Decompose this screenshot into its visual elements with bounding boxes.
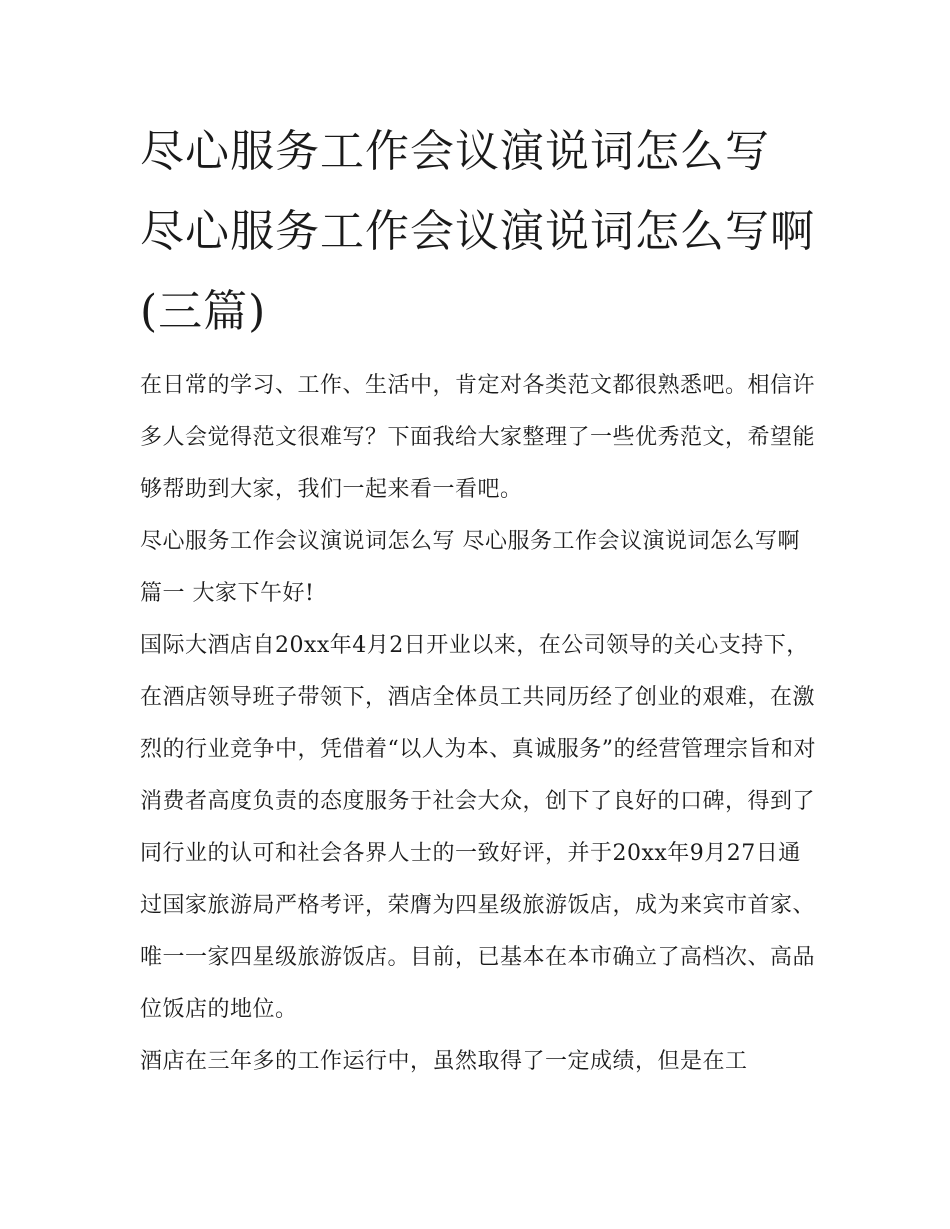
intro-paragraph: 在日常的学习、工作、生活中，肯定对各类范文都很熟悉吧。相信许多人会觉得范文很难写？下面我给大家整理了一些优秀范文，希望能够帮助到大家，我们一起来看一看吧。 bbox=[140, 373, 816, 502]
body-paragraph: 国际大酒店自20xx年4月2日开业以来，在公司领导的关心支持下，在酒店领导班子带领下，酒店全体员工共同历经了创业的艰难，在激烈的行业竞争中，凭借着“以人为本、真诚服务”的经营管理宗旨和对消费者高度负责的态度服务于社会大众，创下了良好的口碑，得到了同行业的认可和社会各界人士的一致好评，并于20xx年9月27日通过国家旅游局严格考评，荣膺为四星级旅游饭店，成为来宾市首家、唯一一家四星级旅游饭店。目前，已基本在本市确立了高档次、高品位饭店的地位。 bbox=[140, 633, 816, 1022]
document-body bbox=[140, 112, 820, 1088]
section-heading-paragraph: 尽心服务工作会议演说词怎么写 尽心服务工作会议演说词怎么写啊篇一 大家下午好! bbox=[140, 529, 800, 606]
body-paragraph-continued: 酒店在三年多的工作运行中，虽然取得了一定成绩，但是在工 bbox=[140, 1049, 748, 1074]
document-title: 尽心服务工作会议演说词怎么写 尽心服务工作会议演说词怎么写啊(三篇) bbox=[140, 126, 815, 337]
